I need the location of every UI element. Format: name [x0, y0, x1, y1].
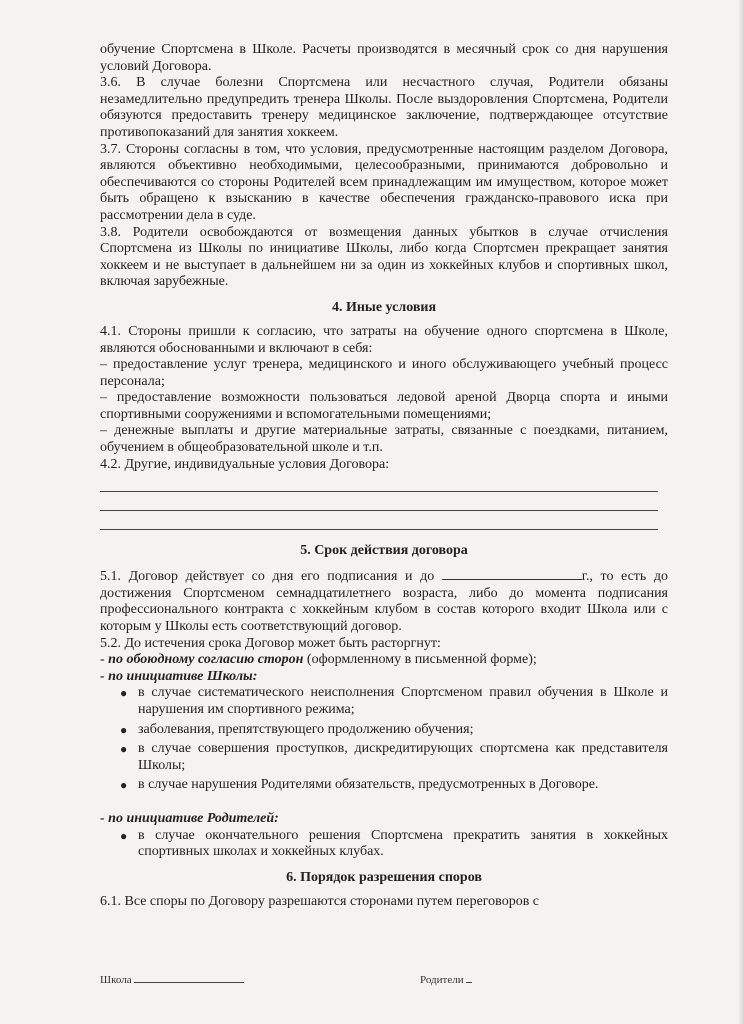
paragraph-4-2: 4.2. Другие, индивидуальные условия Договора:	[100, 456, 390, 472]
list-item: ● в случае совершения проступков, дискредитирующих спортсмена как представителя Школы;	[120, 741, 668, 773]
section-4-heading: 4. Иные условия	[331, 299, 437, 315]
cost-item-1: – предоставление услуг тренера, медицинского и иного обслуживающего учебный процесс персонала;	[100, 357, 668, 389]
cost-item-3: – денежные выплаты и другие материальные затраты, связанные с поездками, питанием, обучением в общеобразовательной школе и т.п.	[100, 423, 668, 456]
scan-edge	[738, 0, 744, 1024]
parents-signature	[420, 972, 472, 986]
paragraph-3-7: 3.7. Стороны согласны в том, что условия, предусмотренные настоящим разделом Договора, являются объективно необходимыми, целесообразными, принимаются добровольно и обеспечиваются со стороны Родителей всем принадлежащим им имуществом, которое может быть обращено к взысканию в качестве обеспечения гражданско-правового иска при рассмотрении дела в суде.	[100, 141, 668, 223]
school-initiative-list	[100, 685, 668, 794]
list-item: ● в случае систематического неисполнения Спортсменом правил обучения в Школе и нарушения им спортивного режима;	[120, 685, 668, 717]
list-item: ● в случае окончательного решения Спортсмена прекратить занятия в хоккейных спортивных школах и хоккейных клубах.	[120, 827, 668, 860]
bullet-icon: ●	[120, 742, 128, 757]
mutual-consent-label: по обоюдному согласию сторон	[108, 652, 304, 668]
signature-line	[134, 972, 244, 983]
dash: -	[100, 652, 105, 668]
paragraph-5-1-rest: г., то есть до достижения Спортсменом семнадцатилетнего возраста, либо до момента подписания профессионального контракта с хоккейным клубом в состав которого входит Школа или с которым у Школы есть соответствующий договор.	[100, 569, 669, 635]
bullet-icon: ●	[120, 778, 128, 793]
blank-line	[100, 473, 658, 492]
blank-line	[100, 492, 658, 511]
date-blank	[442, 567, 582, 580]
school-label: Школа	[100, 974, 132, 986]
paragraph-5-1	[100, 567, 668, 635]
paragraph-5-2: 5.2. До истечения срока Договор может быть расторгнут:	[100, 635, 441, 651]
paragraph-3-6: 3.6. В случае болезни Спортсмена или несчастного случая, Родители обязаны незамедлительно предупредить тренера Школы. После выздоровления Спортсмена, Родители обязуются предоставить тренеру медицинское заключение, подтверждающее отсутствие противопоказаний для занятия хоккеем.	[100, 75, 668, 140]
bullet-icon: ●	[120, 722, 128, 737]
bullet-icon: ●	[120, 828, 128, 843]
document-page	[100, 42, 668, 910]
paragraph-4-1: 4.1. Стороны пришли к согласию, что затраты на обучение одного спортсмена в Школе, являются обоснованными и включают в себя:	[100, 323, 668, 356]
paragraph-6-1: 6.1. Все споры по Договору разрешаются сторонами путем переговоров с	[100, 893, 540, 909]
signature-line	[466, 972, 472, 983]
paragraph-3-8: 3.8. Родители освобождаются от возмещения данных убытков в случае отчисления Спортсмена из Школы по инициативе Школы, либо когда Спортсмен прекращает занятия хоккеем и не выступает в дальнейшем ни за один из хоккейных клубов и спортивных школ, включая зарубежные.	[100, 224, 668, 290]
paragraph-top: обучение Спортсмена в Школе. Расчеты производятся в месячный срок со дня нарушения условий Договора.	[100, 42, 668, 74]
list-item: ● заболевания, препятствующего продолжению обучения;	[120, 721, 474, 737]
blank-lines	[100, 473, 668, 530]
termination-mutual	[100, 652, 668, 669]
parents-initiative-label: - по инициативе Родителей:	[100, 810, 279, 826]
school-initiative-label: - по инициативе Школы:	[100, 668, 258, 684]
parents-initiative-list	[100, 828, 668, 861]
paragraph-5-1-start: 5.1. Договор действует со дня его подписания и до	[100, 569, 435, 585]
mutual-consent-rest: (оформленному в письменной форме);	[306, 652, 537, 668]
section-6-heading: 6. Порядок разрешения споров	[286, 869, 482, 885]
school-signature	[100, 972, 244, 986]
section-5-heading: 5. Срок действия договора	[300, 543, 468, 559]
list-item: ● в случае нарушения Родителями обязательств, предусмотренных в Договоре.	[120, 777, 599, 793]
cost-item-2: – предоставление возможности пользоваться ледовой ареной Дворца спорта и иными спортивными сооружениями и вспомогательными помещениями;	[100, 390, 668, 422]
blank-line	[100, 511, 658, 530]
bullet-icon: ●	[120, 686, 128, 701]
parents-label: Родители	[420, 974, 464, 986]
